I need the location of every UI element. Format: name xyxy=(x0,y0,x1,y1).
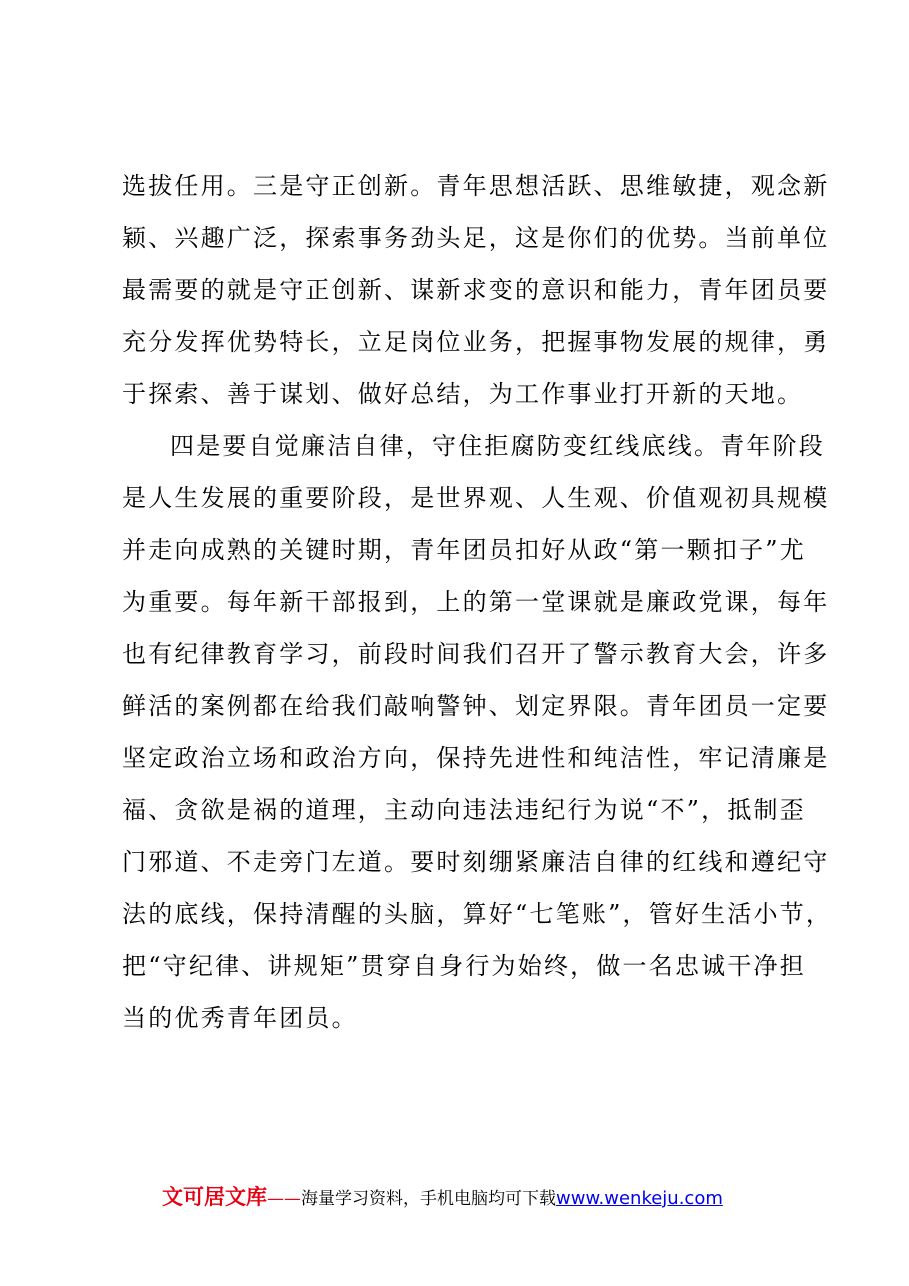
text-line: 法的底线，保持清醒的头脑，算好“七笔账”，管好生活小节， xyxy=(122,900,833,928)
text-line: 是人生发展的重要阶段，是世界观、人生观、价值观初具规模 xyxy=(122,484,830,512)
text-line: 最需要的就是守正创新、谋新求变的意识和能力，青年团员要 xyxy=(122,276,830,304)
text-line: 选拔任用。三是守正创新。青年思想活跃、思维敏捷，观念新 xyxy=(122,172,830,200)
document-body xyxy=(122,160,833,1044)
footer-tagline: 海量学习资料，手机电脑均可下载 xyxy=(301,1189,556,1209)
brand-dash: —— xyxy=(267,1189,301,1209)
text-line: 门邪道、不走旁门左道。要时刻绷紧廉洁自律的红线和遵纪守 xyxy=(122,848,830,876)
footer-banner xyxy=(162,1183,782,1211)
text-line: 为重要。每年新干部报到，上的第一堂课就是廉政党课，每年 xyxy=(122,588,830,616)
text-line: 四是要自觉廉洁自律，守住拒腐防变红线底线。青年阶段 xyxy=(170,432,825,460)
text-line: 当的优秀青年团员。 xyxy=(122,1004,358,1032)
text-line: 也有纪律教育学习，前段时间我们召开了警示教育大会，许多 xyxy=(122,640,830,668)
text-line: 把“守纪律、讲规矩”贯穿自身行为始终，做一名忠诚干净担 xyxy=(122,952,806,980)
paragraph-1 xyxy=(122,160,830,420)
text-line: 于探索、善于谋划、做好总结，为工作事业打开新的天地。 xyxy=(122,380,804,408)
text-line: 并走向成熟的关键时期，青年团员扣好从政“第一颗扣子”尤 xyxy=(122,536,806,564)
text-line: 充分发挥优势特长，立足岗位业务，把握事物发展的规律，勇 xyxy=(122,328,830,356)
text-line: 鲜活的案例都在给我们敲响警钟、划定界限。青年团员一定要 xyxy=(122,692,830,720)
text-line: 福、贪欲是祸的道理，主动向违法违纪行为说“不”，抵制歪 xyxy=(122,796,806,824)
brand-name: 文可居文库 xyxy=(162,1185,267,1209)
text-line: 坚定政治立场和政治方向，保持先进性和纯洁性，牢记清廉是 xyxy=(122,744,830,772)
paragraph-2 xyxy=(122,420,833,1044)
website-link[interactable]: www.wenkeju.com xyxy=(556,1188,723,1209)
text-line: 颖、兴趣广泛，探索事务劲头足，这是你们的优势。当前单位 xyxy=(122,224,830,252)
